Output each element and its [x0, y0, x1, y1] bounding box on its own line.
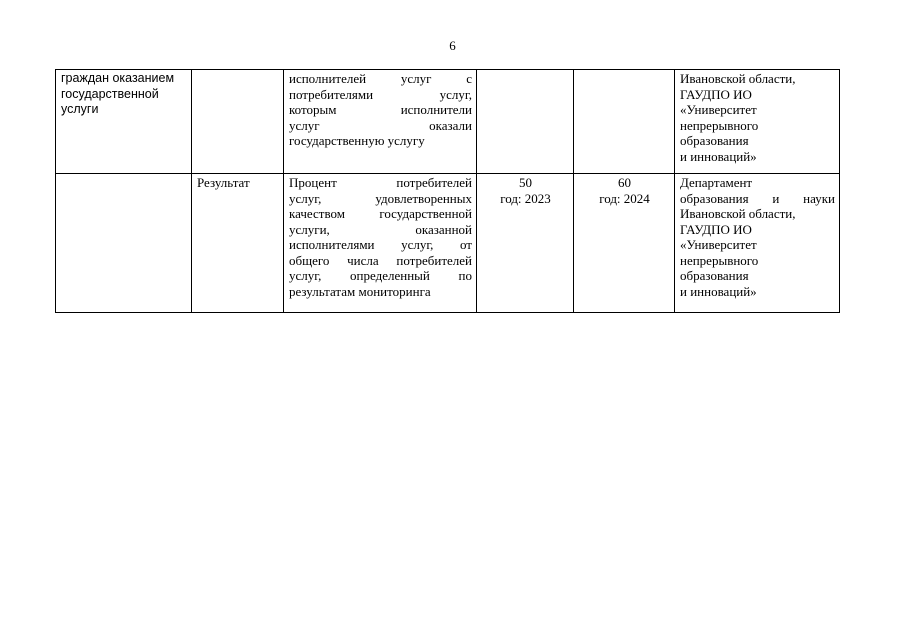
description-line: услуг, определенный по [289, 268, 472, 283]
description-line: общего числа потребителей [289, 252, 472, 268]
indicators-table [55, 69, 840, 313]
responsible-line: Департамент [680, 175, 753, 190]
page-number: 6 [449, 38, 456, 53]
responsible-line: Ивановской области, [680, 206, 796, 221]
description-line: услуг оказали [289, 117, 472, 133]
description-line: потребителями услуг, [289, 86, 472, 102]
responsible-cell [675, 70, 840, 174]
indicator-type-cell [192, 70, 284, 174]
responsible-line: образования и науки [680, 190, 835, 206]
description-line: исполнителей услуг с [289, 71, 472, 86]
responsible-line: и инноваций» [680, 148, 757, 164]
table-row [56, 70, 840, 174]
indicator-description-cell [284, 70, 477, 174]
responsible-line: Ивановской области, [680, 71, 796, 86]
responsible-line: ГАУДПО ИО [680, 221, 752, 237]
responsible-line: и инноваций» [680, 283, 757, 299]
responsible-line: «Университет [680, 102, 757, 117]
target-value-cell [574, 70, 675, 174]
description-line: услуги, оказанной [289, 221, 472, 237]
base-value-cell [477, 174, 574, 313]
description-line: качеством государственной [289, 206, 472, 221]
target-value: 60 [618, 175, 631, 190]
indicator-description-cell [284, 174, 477, 313]
responsible-line: непрерывного [680, 117, 759, 133]
base-value-cell [477, 70, 574, 174]
responsible-line: «Университет [680, 237, 757, 252]
responsible-cell [675, 174, 840, 313]
target-year: год: 2024 [599, 190, 650, 206]
responsible-line: образования [680, 268, 749, 283]
target-value-cell [574, 174, 675, 313]
description-line: результатам мониторинга [289, 283, 431, 299]
responsible-line: ГАУДПО ИО [680, 86, 752, 102]
description-line: услуг, удовлетворенных [289, 190, 472, 206]
description-line: государственную услугу [289, 133, 425, 148]
base-value: 50 [519, 175, 532, 190]
description-line: Процент потребителей [289, 175, 472, 190]
description-line: исполнителями услуг, от [289, 237, 472, 252]
responsible-line: непрерывного [680, 252, 759, 268]
base-year: год: 2023 [500, 190, 551, 206]
responsible-line: образования [680, 133, 749, 148]
indicator-name-cell [56, 174, 192, 313]
indicator-name-cell: граждан оказанием государственной услуги [56, 70, 192, 174]
description-line: которым исполнители [289, 102, 472, 117]
table-row [56, 174, 840, 313]
indicator-type-cell: Результат [192, 174, 284, 313]
